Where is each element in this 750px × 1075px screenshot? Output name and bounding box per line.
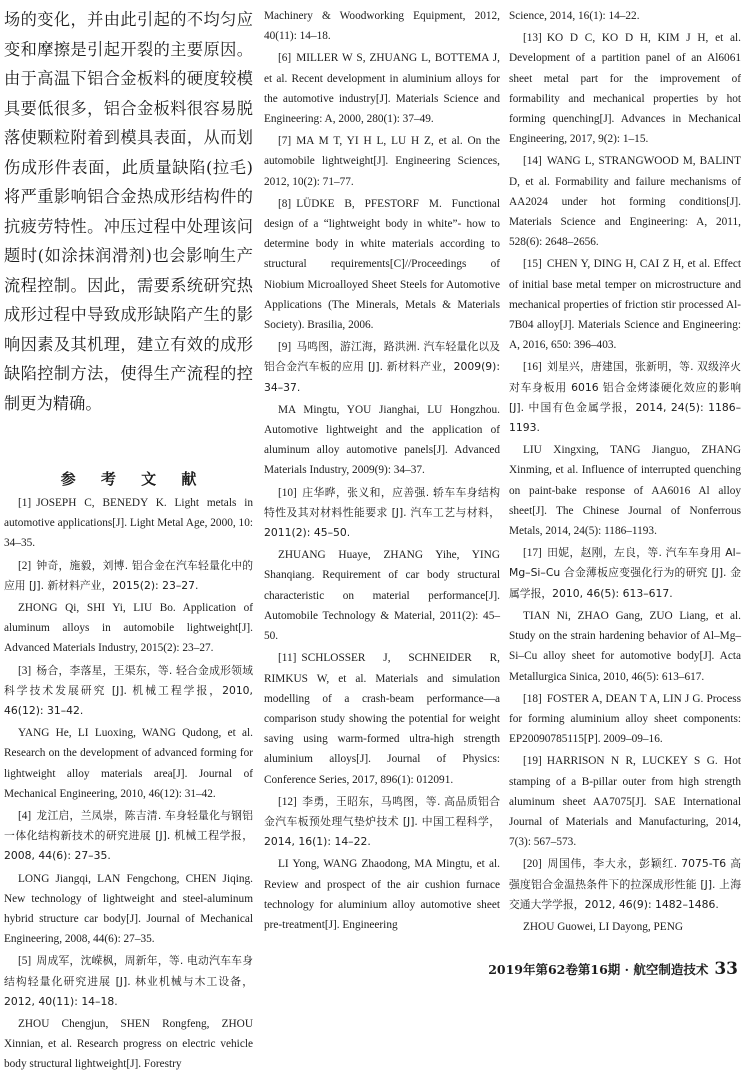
reference-entry	[264, 194, 500, 335]
reference-entry	[4, 806, 253, 867]
reference-text: 田妮，赵刚，左良，等. 汽车车身用 Al–Mg–Si–Cu 合金薄板应变强化行为的研究 [J]. 金属学报，2010, 46(5): 613–617.	[509, 546, 741, 600]
reference-text: TIAN Ni, ZHAO Gang, ZUO Liang, et al. Study on the strain hardening behavior of Al–Mg–Si–Cu alloy sheet for automotive body[J]. Acta Metallurgica Sinica, 2010, 46(5): 613–617.	[509, 609, 741, 683]
reference-text: ZHONG Qi, SHI Yi, LIU Bo. Application of aluminum alloys in automobile lightweight[J]. Advanced Materials Industry, 2015(2): 23–27.	[4, 602, 253, 655]
reference-entry	[4, 556, 253, 596]
reference-number: [1]	[18, 497, 32, 509]
reference-entry	[509, 357, 741, 438]
reference-number: [11]	[278, 652, 297, 665]
reference-entry	[264, 648, 500, 789]
reference-text: 马鸣图，游江海，路洪洲. 汽车轻量化以及铝合金汽车板的应用 [J]. 新材料产业，2009(9): 34–37.	[264, 340, 500, 394]
reference-entry	[509, 151, 741, 252]
reference-number: [8]	[278, 197, 292, 210]
reference-entry	[4, 723, 253, 804]
reference-entry	[509, 440, 741, 541]
reference-text: ZHUANG Huaye, ZHANG Yihe, YING Shanqiang. Requirement of car body structural characteristic on material performance[J]. Automobile Technology & Material, 2011(2): 45–50.	[264, 549, 500, 643]
reference-entry	[509, 917, 741, 937]
reference-number: [13]	[523, 32, 542, 45]
page-number: 33	[714, 959, 738, 979]
reference-entry	[509, 689, 741, 750]
reference-text: LI Yong, WANG Zhaodong, MA Mingtu, et al. Review and prospect of the air cushion furnace technology for aluminium alloy automotive sheet pre-treatment[J]. Engineering	[264, 858, 500, 931]
reference-number: [14]	[523, 155, 542, 168]
reference-list	[509, 6, 741, 937]
reference-entry	[264, 400, 500, 481]
reference-text: MA M T, YI H L, LU H Z, et al. On the automobile lightweight[J]. Engineering Sciences, 2012, 10(2): 71–77.	[264, 135, 500, 188]
reference-entry	[509, 751, 741, 852]
reference-entry	[264, 337, 500, 398]
reference-text: YANG He, LI Luoxing, WANG Qudong, et al. Research on the development of advanced forming for lightweight alloy materials area[J]. Journal of Mechanical Engineering, 2010, 46(12): 31–42.	[4, 727, 253, 800]
reference-entry	[264, 6, 500, 46]
reference-text: 杨合，李落星，王渠东，等. 轻合金成形领域科学技术发展研究 [J]. 机械工程学报，2010, 46(12): 31–42.	[4, 663, 253, 718]
reference-text: KO D C, KO D H, KIM J H, et al. Development of a partition panel of an Al6061 sheet metal part for the improvement of formability and mechanical properties by hot forming quenching[J]. Advances in Mechanical Engineering, 2017, 9(2): 1–15.	[509, 32, 741, 146]
reference-entry	[509, 254, 741, 355]
reference-number: [4]	[18, 810, 32, 823]
reference-number: [3]	[18, 664, 32, 677]
reference-number: [12]	[278, 795, 297, 808]
reference-text: ZHOU Chengjun, SHEN Rongfeng, ZHOU Xinnian, et al. Research progress on electric vehicle body structural lightweight[J]. Forestry	[4, 1018, 253, 1071]
reference-number: [10]	[278, 486, 297, 499]
reference-text: 龙江启，兰凤崇，陈吉清. 车身轻量化与钢铝一体化结构新技术的研究进展 [J]. 机械工程学报，2008, 44(6): 27–35.	[4, 809, 253, 863]
body-paragraph: 场的变化，并由此引起的不均匀应变和摩擦是引起开裂的主要原因。由于高温下铝合金板料的硬度较模具要低很多，铝合金板料很容易脱落使颗粒附着到模具表面，从而划伤成形件表面，此质量缺陷(拉毛)将严重影响铝合金热成形结构件的抗疲劳特性。冲压过程中处理该问题时(如涂抹润滑剂)也会影响生产流程控制。因此，需要系统研究热成形过程中导致成形缺陷产生的影响因素及其机理，建立有效的成形缺陷控制方法，使得生产流程的控制更为精确。	[4, 10, 253, 413]
reference-text: 刘星兴，唐建国，张新明，等. 双级淬火对车身板用 6016 铝合金烤漆硬化效应的影响 [J]. 中国有色金属学报，2014, 24(5): 1186–1193.	[509, 360, 741, 435]
reference-text: JOSEPH C, BENEDY K. Light metals in automotive applications[J]. Light Metal Age, 2000, 10: 34–35.	[4, 497, 253, 550]
reference-entry	[264, 545, 500, 646]
reference-number: [7]	[278, 135, 292, 148]
reference-number: [15]	[523, 258, 542, 271]
reference-text: 周国伟，李大永，彭颖红. 7075-T6 高强度铝合金温热条件下的拉深成形性能 [J]. 上海交通大学学报，2012, 46(9): 1482–1486.	[509, 857, 741, 911]
reference-number: [17]	[523, 547, 542, 560]
column-right	[509, 6, 741, 966]
reference-text: WANG L, STRANGWOOD M, BALINT D, et al. Formability and failure mechanisms of AA2024 under hot forming conditions[J]. Materials Science and Engineering: A, 2011, 528(6): 2648–2656.	[509, 155, 741, 249]
reference-number: [18]	[523, 692, 542, 705]
reference-entry	[4, 951, 253, 1012]
reference-entry	[509, 543, 741, 604]
reference-text: MILLER W S, ZHUANG L, BOTTEMA J, et al. Recent development in aluminium alloys for the automotive industry[J]. Materials Science and Engineering: A, 2000, 280(1): 37–49.	[264, 52, 500, 126]
reference-text: 钟奇，施毅，刘博. 铝合金在汽车轻量化中的应用 [J]. 新材料产业，2015(2): 23–27.	[4, 558, 253, 592]
reference-text: 周成军，沈嵘枫，周新年，等. 电动汽车车身结构轻量化研究进展 [J]. 林业机械与木工设备，2012, 40(11): 14–18.	[4, 954, 253, 1008]
reference-entry	[264, 131, 500, 192]
reference-text: Machinery & Woodworking Equipment, 2012, 40(11): 14–18.	[264, 10, 500, 43]
reference-entry	[4, 661, 253, 722]
reference-entry	[509, 6, 741, 26]
page-footer	[488, 959, 738, 979]
reference-text: 庄华晔，张义和，应善强. 轿车车身结构特性及其对材料性能要求 [J]. 汽车工艺与材料，2011(2): 45–50.	[264, 485, 500, 540]
reference-entry	[509, 854, 741, 915]
reference-text: SCHLOSSER J, SCHNEIDER R, RIMKUS W, et al. Materials and simulation modelling of a crash-beam performance—a comparison study showing the potential for weight saving using warm-formed ultra-high strength aluminium alloys[J]. Journal of Physics: Conference Series, 2017, 896(1): 012091.	[264, 652, 500, 786]
reference-text: 李勇，王昭东，马鸣图，等. 高品质铝合金汽车板预处理气垫炉技术 [J]. 中国工程科学，2014, 16(1): 14–22.	[264, 794, 500, 849]
reference-entry	[509, 606, 741, 687]
column-left	[4, 6, 253, 1071]
reference-text: LIU Xingxing, TANG Jianguo, ZHANG Xinming, et al. Influence of interrupted quenching on paint-bake response of AA6016 Al alloy sheet[J]. The Chinese Journal of Nonferrous Metals, 2014, 24(5): 1186–1193.	[509, 444, 741, 538]
reference-text: LONG Jiangqi, LAN Fengchong, CHEN Jiqing. New technology of lightweight and steel-aluminum hybrid structure car body[J]. Journal of Mechanical Engineering, 2008, 44(6): 27–35.	[4, 872, 253, 946]
references-heading: 参 考 文 献	[60, 470, 207, 488]
column-middle	[264, 6, 500, 966]
reference-text: MA Mingtu, YOU Jianghai, LU Hongzhou. Automotive lightweight and the application of aluminum alloy automotive panels[J]. Advanced Materials Industry, 2009(9): 34–37.	[264, 403, 500, 477]
reference-text: HARRISON N R, LUCKEY S G. Hot stamping of a B-pillar outer from high strength aluminum sheet AA7075[J]. SAE International Journal of Materials and Manufacturing, 2014, 7(3): 567–573.	[509, 755, 741, 849]
reference-entry	[4, 493, 253, 554]
reference-text: ZHOU Guowei, LI Dayong, PENG	[523, 920, 684, 933]
reference-number: [2]	[18, 559, 32, 572]
reference-entry	[264, 792, 500, 853]
reference-number: [9]	[278, 341, 292, 354]
reference-entry	[4, 1014, 253, 1075]
reference-entry	[4, 869, 253, 950]
reference-list	[264, 6, 500, 935]
reference-entry	[264, 48, 500, 129]
reference-entry	[264, 483, 500, 544]
reference-entry	[4, 598, 253, 659]
reference-list	[4, 493, 253, 1075]
reference-text: CHEN Y, DING H, CAI Z H, et al. Effect of initial base metal temper on microstructure and mechanical properties of friction stir processed Al-7B04 alloy[J]. Materials Science and Engineering: A, 2016, 650: 396–403.	[509, 258, 741, 352]
reference-text: FOSTER A, DEAN T A, LIN J G. Process for forming aluminium alloy sheet components: EP20090785115[P]. 2009–09–16.	[509, 692, 741, 746]
journal-issue: 2019年第62卷第16期 · 航空制造技术	[488, 962, 709, 977]
reference-entry	[264, 854, 500, 935]
reference-text: Science, 2014, 16(1): 14–22.	[509, 10, 640, 22]
reference-entry	[509, 28, 741, 149]
reference-number: [20]	[523, 858, 542, 871]
reference-number: [5]	[18, 955, 32, 968]
reference-number: [16]	[523, 361, 542, 374]
reference-number: [6]	[278, 52, 292, 65]
reference-number: [19]	[523, 755, 542, 768]
reference-text: LÜDKE B, PFESTORF M. Functional design of a “lightweight body in white”- how to determine body in white materials according to structural requirements[C]//Proceedings of Niobium Microalloyed Sheet Steels for Automotive Applications (The Minerals, Metals & Materials Society). Brasilia, 2006.	[264, 197, 500, 332]
